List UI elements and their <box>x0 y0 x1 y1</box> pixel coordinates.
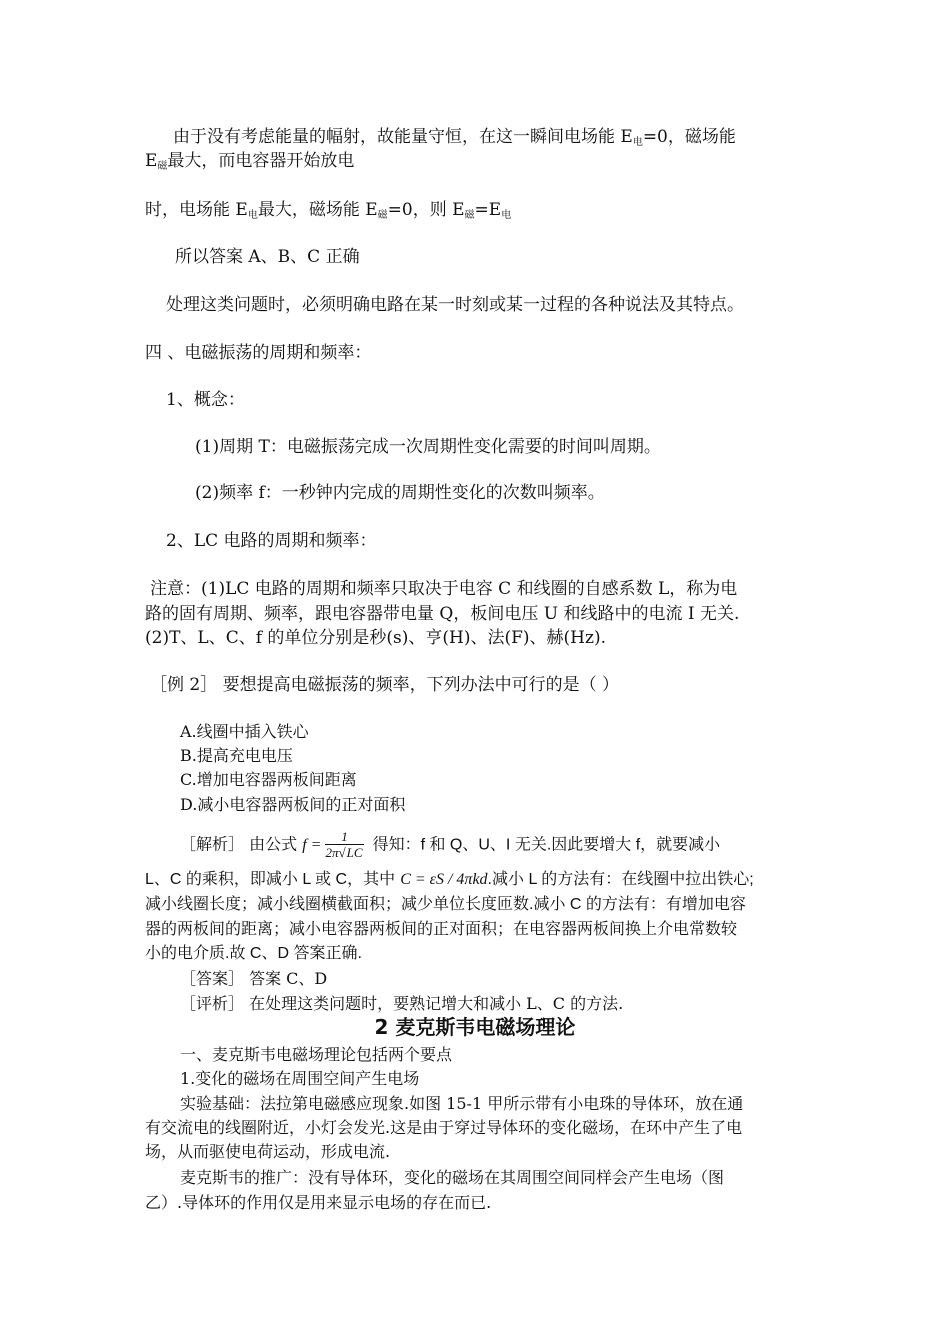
analysis-line: ［解析］ 由公式 f = $\frac{1}{2\pi√LC}$ 得知：f 和 Q、U、I 无关.因此要增大 f，就要减小 <box>180 829 721 860</box>
analysis-line: 减小线圈长度；减小线圈横截面积；减少单位长度匝数.减小 C 的方法有：有增加电容 <box>145 896 746 913</box>
note-line: 路的固有周期、频率，跟电容器带电量 Q，板间电压 U 和线路中的电流 I 无关. <box>145 604 740 624</box>
subheading: 2、LC 电路的周期和频率： <box>166 531 377 551</box>
analysis-line: 小的电介质.故 C、D 答案正确. <box>145 945 362 962</box>
para-line: 时，电场能 $E_电$最大，磁场能 $E_磁=0$，则 $E_磁=E_电$ <box>145 200 512 221</box>
section-heading: 四 、电磁振荡的周期和频率： <box>145 343 372 363</box>
para-line: 处理这类问题时，必须明确电路在某一时刻或某一过程的各种说法及其特点。 <box>166 295 744 315</box>
definition-period: (1)周期 T：电磁振荡完成一次周期性变化需要的时间叫周期。 <box>195 437 661 457</box>
para-line: 由于没有考虑能量的幅射，故能量守恒，在这一瞬间电场能 $E_电=0$，磁场能 <box>173 127 736 148</box>
option-c: C.增加电容器两板间距离 <box>180 770 357 789</box>
comment-line: ［评析］ 在处理这类问题时，要熟记增大和减小 L、C 的方法. <box>180 994 624 1013</box>
note-line: (2)T、L、C、f 的单位分别是秒(s)、亨(H)、法(F)、赫(Hz). <box>145 628 606 648</box>
option-a: A.线圈中插入铁心 <box>180 722 309 741</box>
para-line: 实验基础：法拉第电磁感应现象.如图 15-1 甲所示带有小电珠的导体环，放在通 <box>180 1094 744 1113</box>
para-line: 场，从而驱使电荷运动，形成电流. <box>145 1142 391 1161</box>
para-line: 有交流电的线圈附近，小灯会发光.这是由于穿过导体环的变化磁场，在环中产生了电 <box>145 1118 743 1137</box>
answer-line: 所以答案 A、B、C 正确 <box>175 247 360 267</box>
para-line: 1.变化的磁场在周围空间产生电场 <box>180 1069 420 1088</box>
section-title: 2 麦克斯韦电磁场理论 <box>374 1015 576 1039</box>
para-line: 麦克斯韦的推广：没有导体环，变化的磁场在其周围空间同样会产生电场（图 <box>180 1168 725 1187</box>
para-line: 乙）.导体环的作用仅是用来显示电场的存在而已. <box>145 1193 492 1212</box>
definition-frequency: (2)频率 f：一秒钟内完成的周期性变化的次数叫频率。 <box>195 483 605 503</box>
note-line: 注意：(1)LC 电路的周期和频率只取决于电容 C 和线圈的自感系数 L，称为电 <box>150 579 738 599</box>
analysis-line: 器的两板间的距离；减小电容器两板间的正对面积；在电容器两板间换上介电常数较 <box>145 921 738 938</box>
analysis-line: L、C 的乘积，即减小 L 或 C，其中 C = εS / 4πkd.减小 L 的方法有：在线圈中拉出铁心; <box>145 871 754 888</box>
answer-line: ［答案］ 答案 C、D <box>180 969 328 988</box>
para-line: $E_磁$最大，而电容器开始放电 <box>145 151 355 172</box>
formula-fraction: $\frac{1}{2\pi√LC}$ <box>325 829 363 860</box>
formula-f-lhs: f = <box>302 836 322 854</box>
para-line: 一、麦克斯韦电磁场理论包括两个要点 <box>180 1045 453 1064</box>
formula-capacitance: C = εS / 4πkd <box>400 871 488 888</box>
option-b: B.提高充电电压 <box>180 746 293 765</box>
option-d: D.减小电容器两板间的正对面积 <box>180 795 406 814</box>
subheading: 1、概念： <box>166 390 245 410</box>
example-question: ［例 2］ 要想提高电磁振荡的频率，下列办法中可行的是（ ） <box>150 675 620 695</box>
